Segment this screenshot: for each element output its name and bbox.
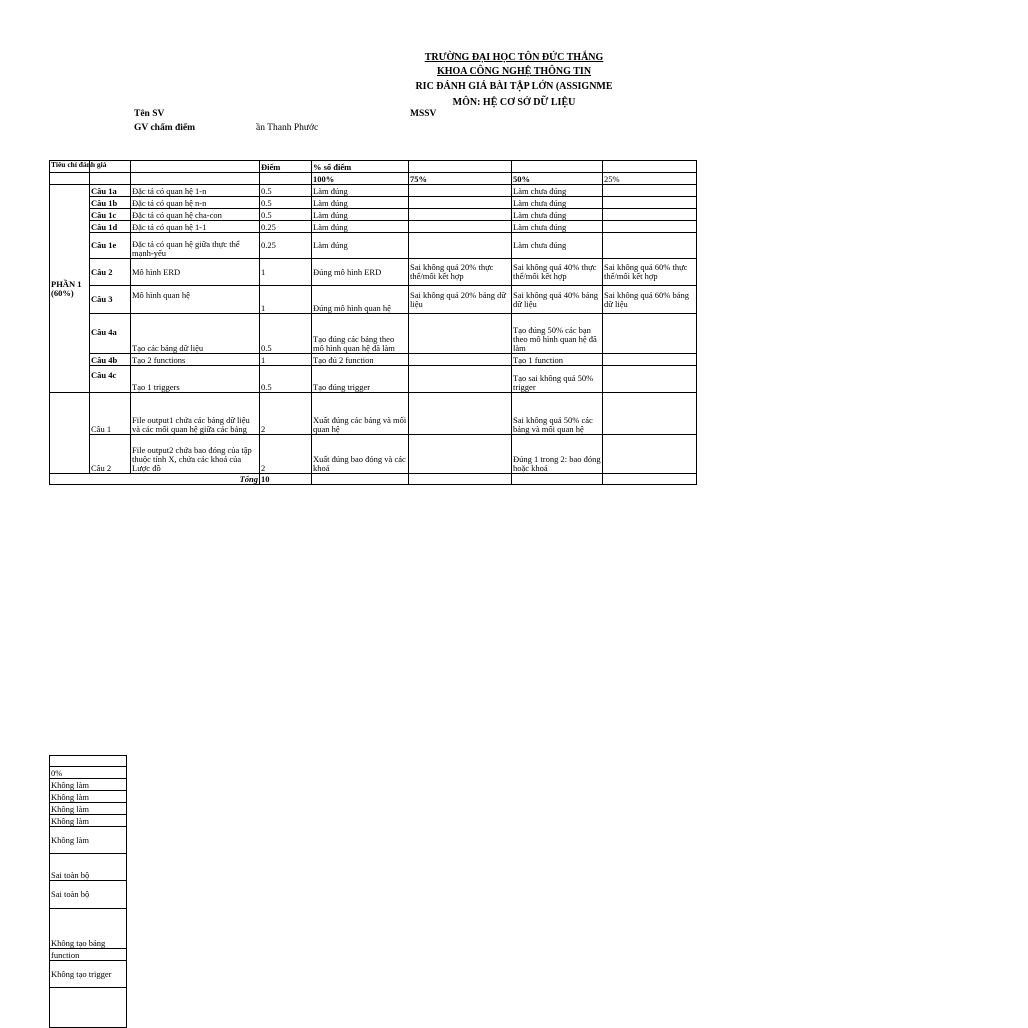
student-label: Tên SV [134,109,165,119]
list-item: Không làm [50,791,127,803]
subject-title: MÔN: HỆ CƠ SỞ DỮ LIỆU [452,97,576,108]
list-item: Không tạo bảng [50,909,127,949]
grader-label: GV chấm điểm [134,123,196,133]
list-item: Không làm [50,815,127,827]
table-row: Câu 1d Đặc tả có quan hệ 1-1 0.25 Làm đúng Làm chưa đúng [50,221,697,233]
list-item: Không làm [50,803,127,815]
rubric-title: RIC ĐÁNH GIÁ BÀI TẬP LỚN (ASSIGNME [415,81,613,92]
table-row: Câu 3 Mô hình quan hệ 1 Đúng mô hình quan hệ Sai không quá 20% bảng dữ liệu Sai không quá 40% bảng dữ liệu Sai không quá 60% bảng dữ liệu [50,286,697,314]
table-row: Câu 2 File output2 chứa bao đóng của tập thuộc tính X, chứa các khoá của Lược đồ 2 Xuất đúng bao đóng và các khoá Đúng 1 trong 2: bao đóng hoặc khoá [50,435,697,474]
list-item: Sai toàn bộ [50,854,127,881]
total-row [50,474,697,485]
list-item: Không làm [50,827,127,854]
part1-label: PHẦN 1 (60%) [50,185,90,393]
list-item: Không làm [50,779,127,791]
table-row: Câu 4a Tạo các bảng dữ liệu 0.5 Tạo đúng các bảng theo mô hình quan hệ đã làm Tạo đúng 50% các bạn theo mô hình quan hệ đã làm [50,314,697,354]
percent-header: % số điểm [312,161,409,173]
table-row: Câu 1 File output1 chứa các bảng dữ liệu và các mối quan hệ giữa các bảng 2 Xuất đúng các bảng và mối quan hệ Sai không quá 50% các bảng và mối quan hệ [50,393,697,435]
total-label: Tổng [50,474,260,485]
list-item: Không tạo trigger [50,961,127,988]
score-header: Điểm [260,161,312,173]
table-row: Câu 1c Đặc tả có quan hệ cha-con 0.5 Làm đúng Làm chưa đúng [50,209,697,221]
mssv-label: MSSV [410,109,437,119]
grader-name: ần Thanh Phước [256,123,319,133]
side-p0: 0% [50,767,127,779]
rubric-table [49,160,697,485]
table-row: Câu 4b Tạo 2 functions 1 Tạo đủ 2 function Tạo 1 function [50,354,697,366]
total-value: 10 [260,474,312,485]
list-item: Sai toàn bộ [50,881,127,909]
p50-header: 50% [512,173,603,185]
table-row: Câu 2 Mô hình ERD 1 Đúng mô hình ERD Sai không quá 20% thực thể/mối kết hợp Sai không quá 40% thực thể/mối kết hợp Sai không quá 60% thực thể/mối kết hợp [50,259,697,286]
list-item: function [50,949,127,961]
table-row: Câu 1b Đặc tả có quan hệ n-n 0.5 Làm đúng Làm chưa đúng [50,197,697,209]
table-row: Câu 4c Tạo 1 triggers 0.5 Tạo đúng trigger Tạo sai không quá 50% trigger [50,366,697,393]
faculty-name: KHOA CÔNG NGHỆ THÔNG TIN [436,66,592,77]
p75-header: 75% [409,173,512,185]
p100-header: 100% [312,173,409,185]
criteria-header: Tiêu chí đánh giá [50,161,90,173]
p25-header: 25% [603,173,697,185]
side-table [49,755,127,1028]
school-name: TRƯỜNG ĐẠI HỌC TÔN ĐỨC THẮNG [424,52,604,63]
table-row: Câu 1e Đặc tả có quan hệ giữa thực thể mạnh-yếu 0.25 Làm đúng Làm chưa đúng [50,233,697,259]
table-row: PHẦN 1 (60%) Câu 1a Đặc tả có quan hệ 1-n 0.5 Làm đúng Làm chưa đúng [50,185,697,197]
